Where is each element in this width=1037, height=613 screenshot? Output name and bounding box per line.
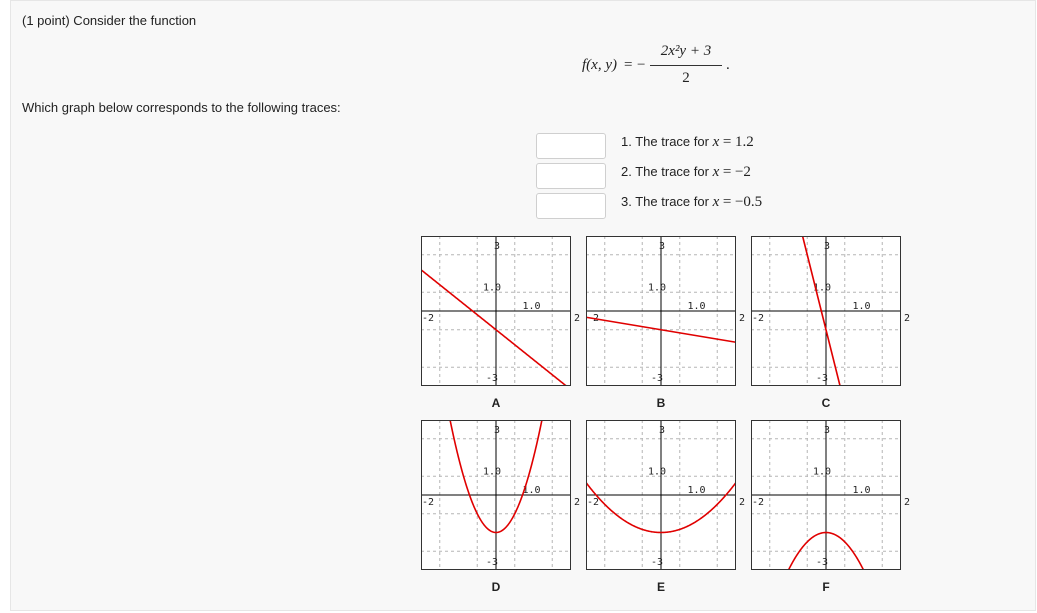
x-tick-label: 1.0 — [522, 485, 541, 496]
x-min-label: -2 — [587, 313, 600, 324]
y-max-label: 3 — [658, 241, 666, 252]
y-max-label: 3 — [823, 241, 831, 252]
y-tick-label: 1.0 — [482, 282, 502, 294]
fraction-bar — [650, 65, 722, 66]
trace-variable: x — [712, 194, 720, 210]
plot-svg — [421, 420, 580, 570]
y-tick-label: 1.0 — [647, 466, 667, 478]
intro-text: (1 point) Consider the function — [22, 13, 197, 28]
trace-value: 1.2 — [734, 134, 754, 150]
y-tick-label: 1.0 — [812, 282, 832, 294]
trace-value: −2 — [734, 164, 751, 180]
trace-value: −0.5 — [734, 194, 763, 210]
trace-variable: x — [712, 164, 720, 180]
y-tick-label: 1.0 — [482, 466, 502, 478]
plot-svg — [751, 236, 910, 386]
trace-variable: x — [712, 134, 720, 150]
formula-numerator: 2x²y + 3 — [660, 43, 712, 59]
y-min-label: -3 — [485, 557, 499, 568]
graph-label-b: B — [656, 396, 666, 410]
x-min-label: -2 — [422, 497, 435, 508]
y-tick-label: 1.0 — [647, 282, 667, 294]
y-tick-label: 1.0 — [812, 466, 832, 478]
x-max-label: 2 — [903, 497, 910, 508]
x-min-label: -2 — [422, 313, 435, 324]
formula-equals: = — [624, 57, 633, 73]
y-max-label: 3 — [493, 241, 501, 252]
x-min-label: -2 — [587, 497, 600, 508]
formula-period: . — [726, 57, 730, 73]
graph-e — [586, 420, 745, 570]
plot-svg — [751, 420, 910, 570]
graph-a — [421, 236, 580, 386]
answer-input-2[interactable] — [536, 163, 606, 189]
x-min-label: -2 — [752, 313, 765, 324]
answer-input-3[interactable] — [536, 193, 606, 219]
x-tick-label: 1.0 — [687, 485, 706, 496]
formula-denominator: 2 — [682, 70, 690, 86]
x-tick-label: 1.0 — [852, 301, 871, 312]
trace-item-2 — [621, 164, 751, 181]
graph-b — [586, 236, 745, 386]
formula-lhs: f(x, y) — [582, 57, 617, 73]
x-max-label: 2 — [738, 497, 745, 508]
y-min-label: -3 — [815, 373, 829, 384]
plot-svg — [586, 236, 745, 386]
x-max-label: 2 — [903, 313, 910, 324]
x-max-label: 2 — [573, 313, 580, 324]
x-tick-label: 1.0 — [852, 485, 871, 496]
x-min-label: -2 — [752, 497, 765, 508]
graph-d — [421, 420, 580, 570]
x-tick-label: 1.0 — [687, 301, 706, 312]
y-min-label: -3 — [650, 373, 664, 384]
trace-equals: = — [722, 194, 732, 210]
x-max-label: 2 — [573, 497, 580, 508]
trace-item-3 — [621, 194, 762, 211]
y-max-label: 3 — [823, 425, 831, 436]
graph-f — [751, 420, 910, 570]
trace-text: The trace for — [635, 164, 709, 179]
graph-label-f: F — [822, 580, 830, 594]
trace-number: 2. — [621, 164, 632, 179]
trace-equals: = — [722, 134, 732, 150]
y-max-label: 3 — [493, 425, 501, 436]
plot-svg — [421, 236, 580, 386]
formula-minus: − — [637, 57, 646, 73]
y-min-label: -3 — [485, 373, 499, 384]
graph-label-e: E — [656, 580, 665, 594]
graph-label-d: D — [491, 580, 501, 594]
x-tick-label: 1.0 — [522, 301, 541, 312]
x-max-label: 2 — [738, 313, 745, 324]
trace-equals: = — [722, 164, 732, 180]
y-min-label: -3 — [815, 557, 829, 568]
trace-number: 1. — [621, 134, 632, 149]
graph-c — [751, 236, 910, 386]
plot-svg — [586, 420, 745, 570]
trace-item-1 — [621, 134, 754, 151]
y-min-label: -3 — [650, 557, 664, 568]
answer-input-1[interactable] — [536, 133, 606, 159]
trace-text: The trace for — [635, 194, 709, 209]
graph-label-a: A — [491, 396, 501, 410]
function-formula — [582, 43, 762, 91]
trace-text: The trace for — [635, 134, 709, 149]
trace-number: 3. — [621, 194, 632, 209]
question-text: Which graph below corresponds to the following traces: — [22, 100, 341, 115]
y-max-label: 3 — [658, 425, 666, 436]
graph-label-c: C — [821, 396, 831, 410]
